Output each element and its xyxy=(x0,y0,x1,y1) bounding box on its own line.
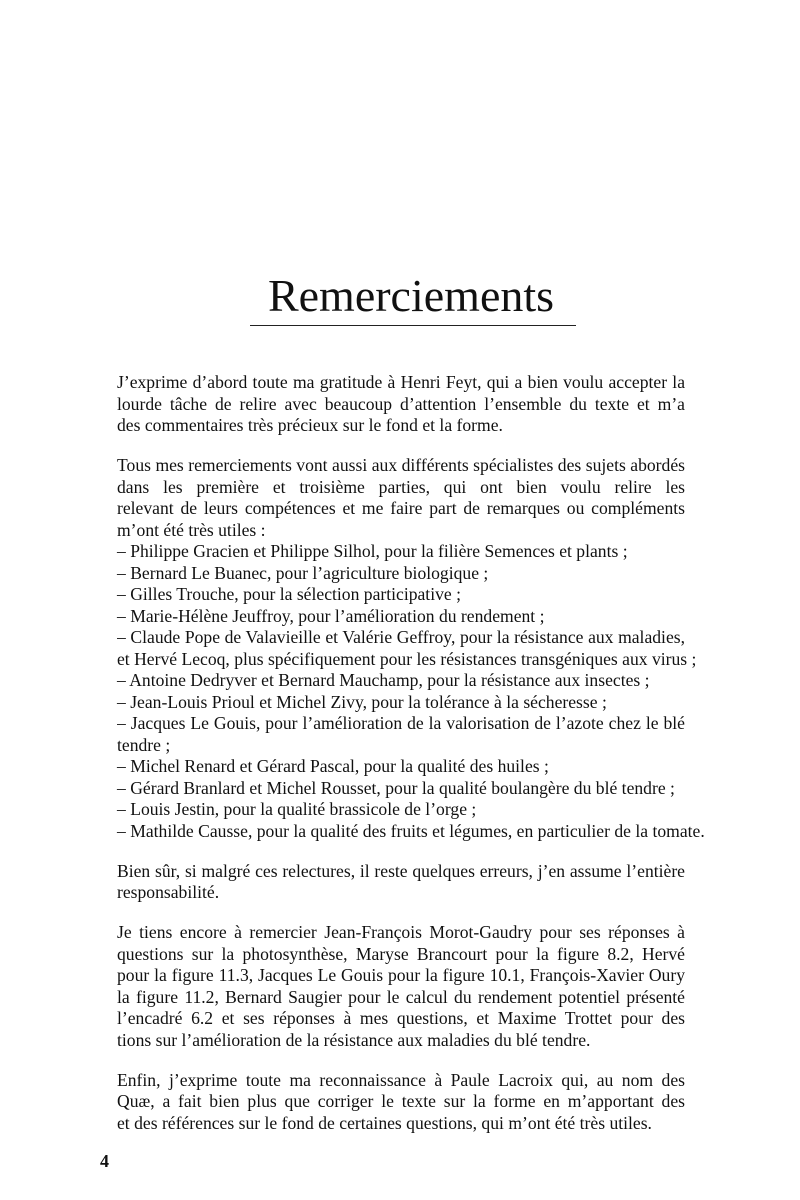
body-text xyxy=(117,372,705,1153)
title-underline xyxy=(250,325,576,326)
text-line: Bien sûr, si malgré ces relectures, il reste quelques erreurs, j’en assume l’entière xyxy=(117,860,685,881)
page-title: Remerciements xyxy=(267,270,555,321)
text-line: tions sur l’amélioration de la résistance aux maladies du blé tendre. xyxy=(117,1029,591,1050)
text-line: la figure 11.2, Bernard Saugier pour le calcul du rendement potentiel présenté xyxy=(117,986,685,1007)
text-line: – Bernard Le Buanec, pour l’agriculture biologique ; xyxy=(117,562,489,583)
paragraph xyxy=(117,861,685,904)
text-line: – Michel Renard et Gérard Pascal, pour la qualité des huiles ; xyxy=(117,756,549,776)
text-line: – Gérard Branlard et Michel Rousset, pour la qualité boulangère du blé tendre ; xyxy=(117,777,675,798)
text-line: et des références sur le fond de certaines questions, qui m’ont été très utiles. xyxy=(117,1112,652,1133)
text-line: Enfin, j’exprime toute ma reconnaissance à Paule Lacroix qui, au nom des xyxy=(117,1069,685,1090)
text-line: – Marie-Hélène Jeuffroy, pour l’amélioration du rendement ; xyxy=(117,605,545,626)
paragraph xyxy=(117,372,685,437)
text-line: – Philippe Gracien et Philippe Silhol, pour la filière Semences et plants ; xyxy=(117,541,628,561)
text-line: – Jacques Le Gouis, pour l’amélioration de la valorisation de l’azote chez le blé xyxy=(117,713,685,733)
text-line: – Jean-Louis Prioul et Michel Zivy, pour la tolérance à la sécheresse ; xyxy=(117,691,607,712)
text-line: lourde tâche de relire avec beaucoup d’attention l’ensemble du texte et m’a xyxy=(117,393,685,414)
text-line: pour la figure 11.3, Jacques Le Gouis pour la figure 10.1, François-Xavier Oury xyxy=(117,965,685,985)
text-line: des commentaires très précieux sur le fond et la forme. xyxy=(117,415,503,435)
text-line: Quæ, a fait bien plus que corriger le texte sur la forme en m’apportant des xyxy=(117,1091,685,1111)
paragraph xyxy=(117,455,685,541)
list-item xyxy=(117,563,685,585)
list-item xyxy=(117,670,685,692)
text-line: – Louis Jestin, pour la qualité brassicole de l’orge ; xyxy=(117,799,477,819)
text-line: – Claude Pope de Valavieille et Valérie Geffroy, pour la résistance aux maladies, xyxy=(117,627,685,647)
text-line: relevant de leurs compétences et me faire part de remarques ou compléments xyxy=(117,498,685,518)
text-line: Je tiens encore à remercier Jean-François Morot-Gaudry pour ses réponses à xyxy=(117,922,685,942)
text-line: et Hervé Lecoq, plus spécifiquement pour les résistances transgéniques aux virus ; xyxy=(117,648,697,669)
paragraph xyxy=(117,1070,685,1135)
text-line: tendre ; xyxy=(117,734,171,755)
list-item xyxy=(117,584,685,606)
list-item xyxy=(117,756,685,778)
page-number: 4 xyxy=(100,1151,109,1171)
list-item xyxy=(117,799,685,821)
text-line: questions sur la photosynthèse, Maryse Brancourt pour la figure 8.2, Hervé xyxy=(117,943,685,964)
text-line: – Gilles Trouche, pour la sélection participative ; xyxy=(117,584,461,604)
text-line: dans les première et troisième parties, qui ont bien voulu relire les xyxy=(117,476,685,497)
text-line: – Mathilde Causse, pour la qualité des fruits et légumes, en particulier de la tomate. xyxy=(117,820,705,841)
text-line: responsabilité. xyxy=(117,882,220,902)
list-item xyxy=(117,541,685,563)
text-line: l’encadré 6.2 et ses réponses à mes questions, et Maxime Trottet pour des xyxy=(117,1008,685,1028)
list-item xyxy=(117,627,697,670)
text-line: m’ont été très utiles : xyxy=(117,519,266,540)
list-item xyxy=(117,713,685,756)
text-line: J’exprime d’abord toute ma gratitude à Henri Feyt, qui a bien voulu accepter la xyxy=(117,372,685,392)
list-item xyxy=(117,606,685,628)
list-item xyxy=(117,820,705,843)
paragraph xyxy=(117,922,685,1051)
text-line: Tous mes remerciements vont aussi aux différents spécialistes des sujets abordés xyxy=(117,455,685,475)
list-item xyxy=(117,692,685,714)
list-item xyxy=(117,778,685,800)
text-line: – Antoine Dedryver et Bernard Mauchamp, pour la résistance aux insectes ; xyxy=(117,670,650,690)
